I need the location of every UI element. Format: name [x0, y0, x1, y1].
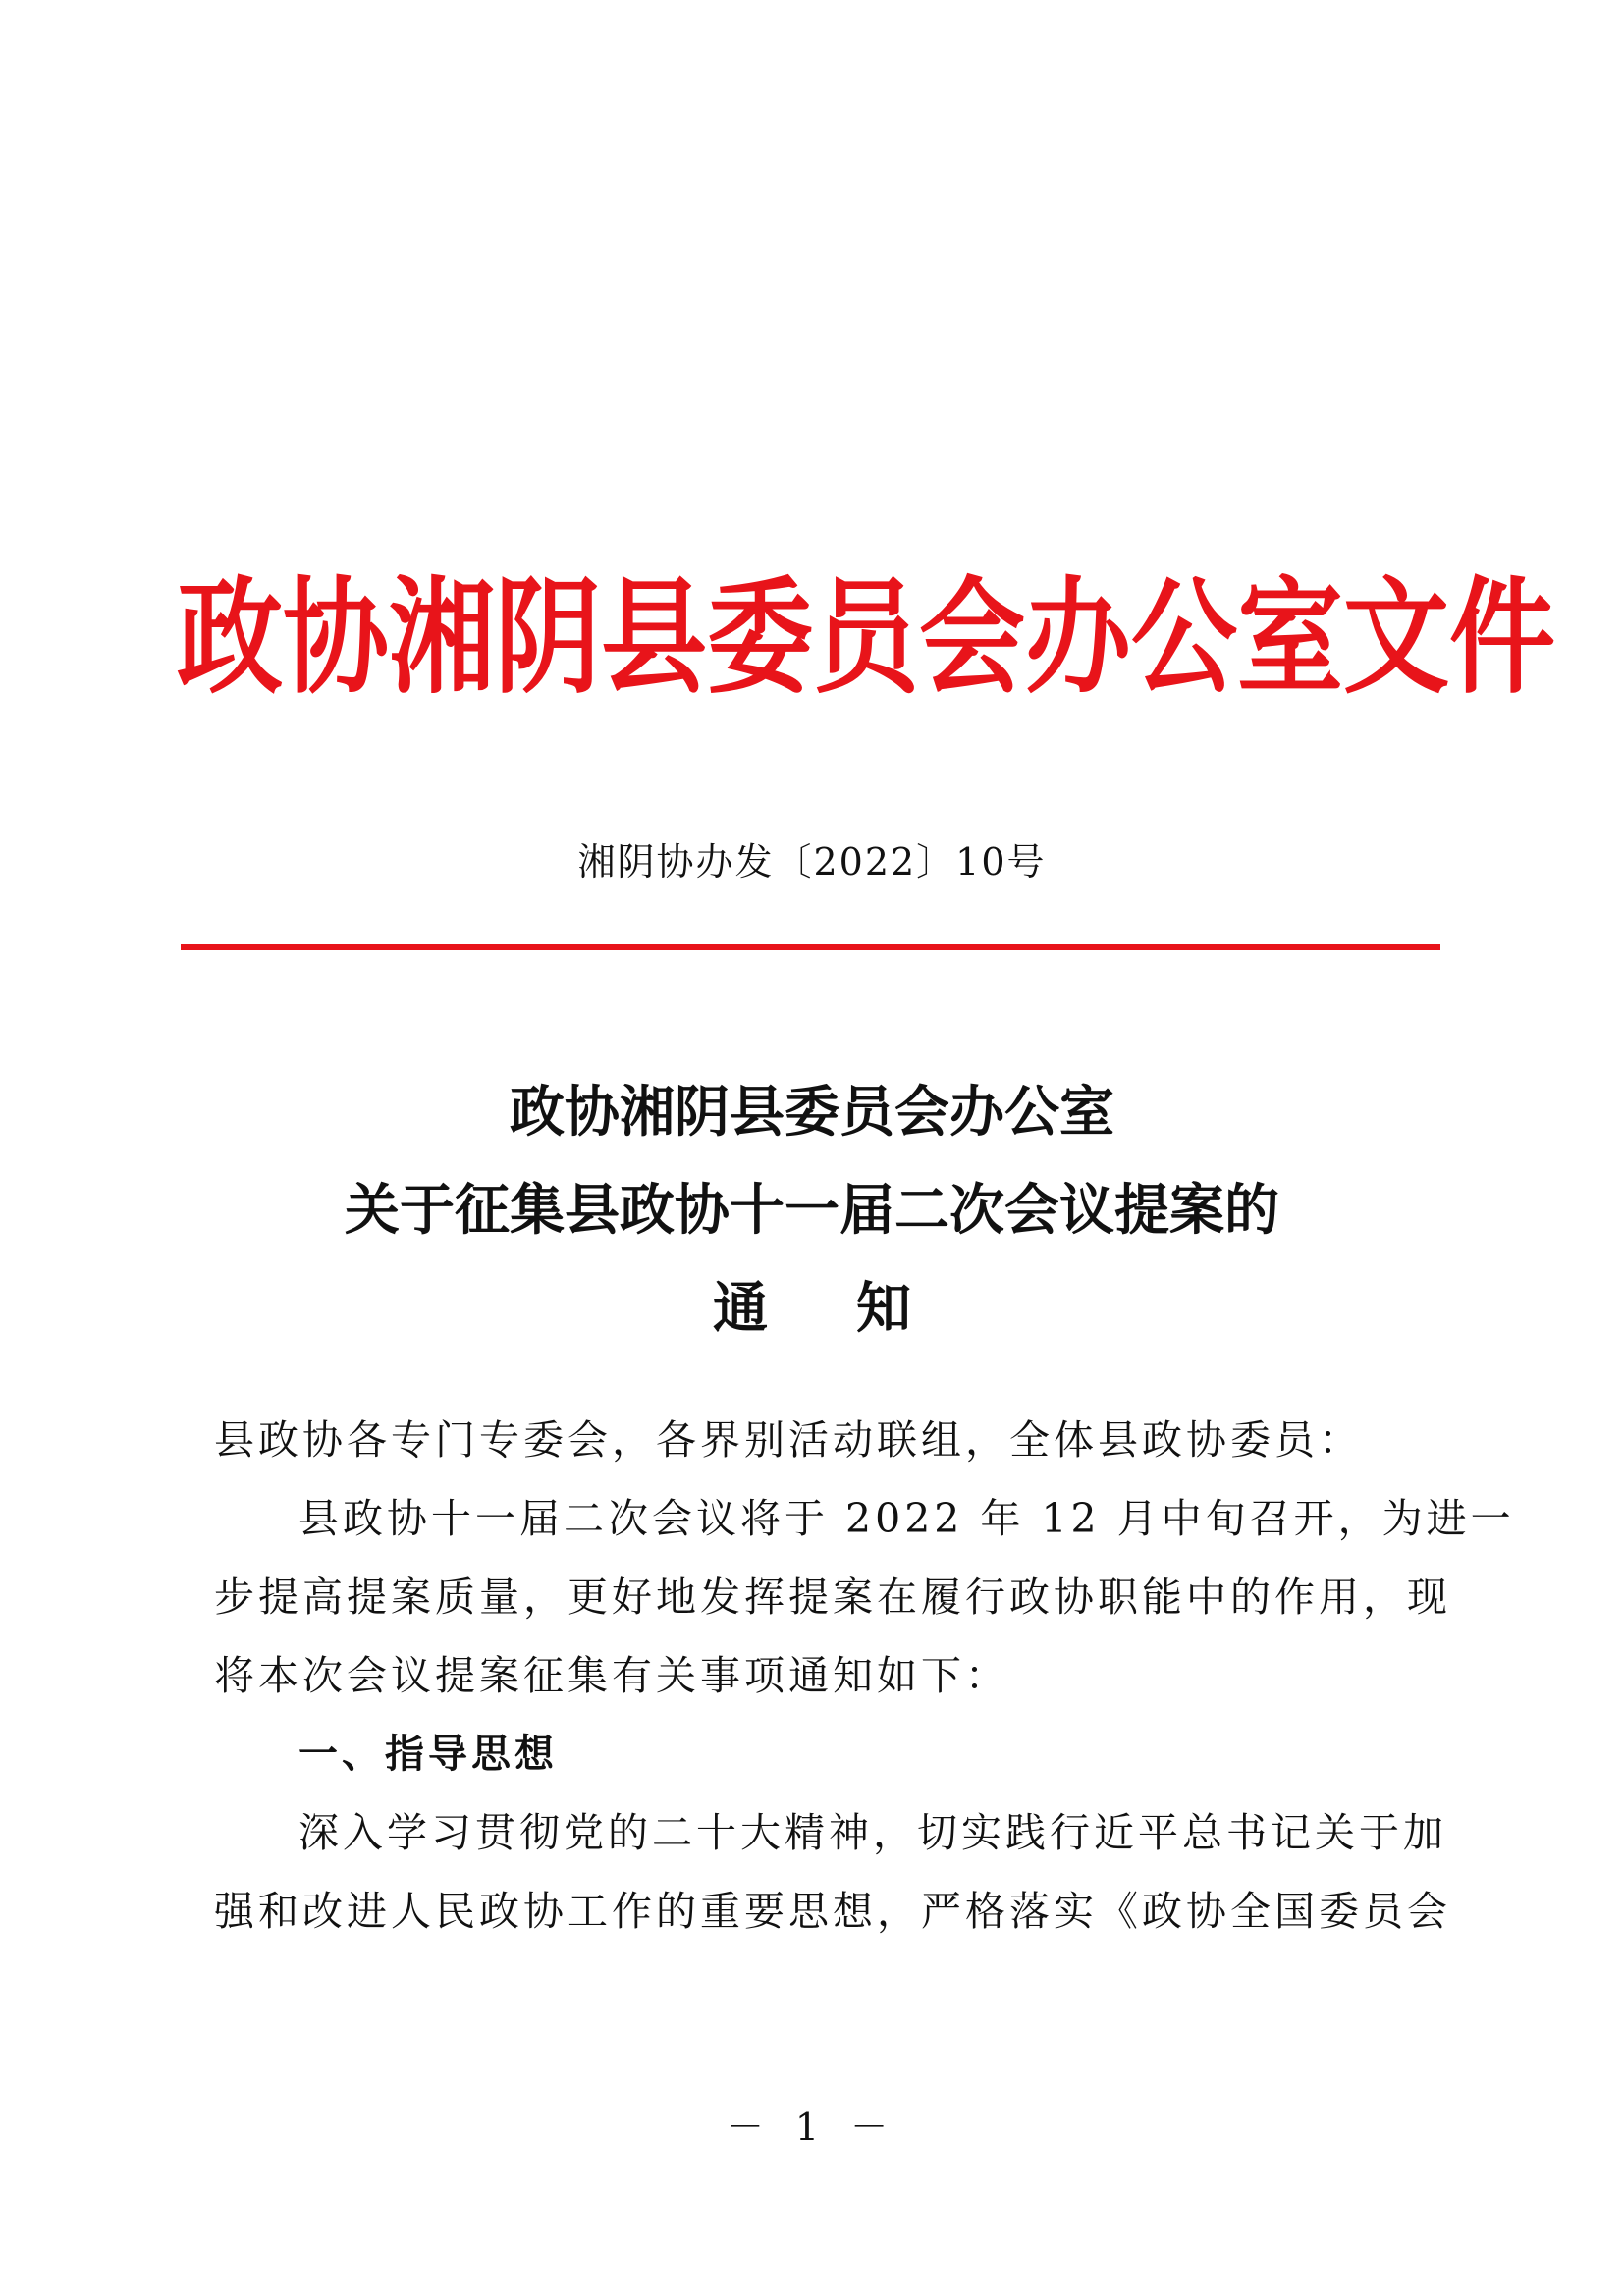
notice-title-line-1: 政协湘阴县委员会办公室: [510, 1080, 1114, 1145]
red-divider-rule: [181, 944, 1440, 950]
paragraph-2-line-2: 强和改进人民政协工作的重要思想，严格落实《政协全国委员会: [214, 1888, 1451, 1935]
notice-title-line-3: 通知: [713, 1276, 1000, 1341]
paragraph-1-line-3: 将本次会议提案征集有关事项通知如下：: [214, 1652, 1009, 1699]
page-number: － 1 －: [726, 2106, 898, 2149]
salutation: 县政协各专门专委会，各界别活动联组，全体县政协委员：: [214, 1416, 1363, 1464]
paragraph-2-line-1: 深入学习贯彻党的二十大精神，切实践行近平总书记关于加: [298, 1809, 1447, 1856]
paragraph-1-line-1: 县政协十一届二次会议将于 2022 年 12 月中旬召开，为进一: [298, 1495, 1515, 1542]
notice-title-line-2: 关于征集县政协十一届二次会议提案的: [345, 1178, 1279, 1243]
paragraph-1-line-2: 步提高提案质量，更好地发挥提案在履行政协职能中的作用，现: [214, 1574, 1451, 1621]
section-heading-guiding-ideology: 一、指导思想: [298, 1732, 558, 1777]
document-number: 湘阴协办发〔2022〕10号: [577, 840, 1047, 883]
masthead-title: 政协湘阴县委员会办公室文件: [177, 564, 1556, 712]
